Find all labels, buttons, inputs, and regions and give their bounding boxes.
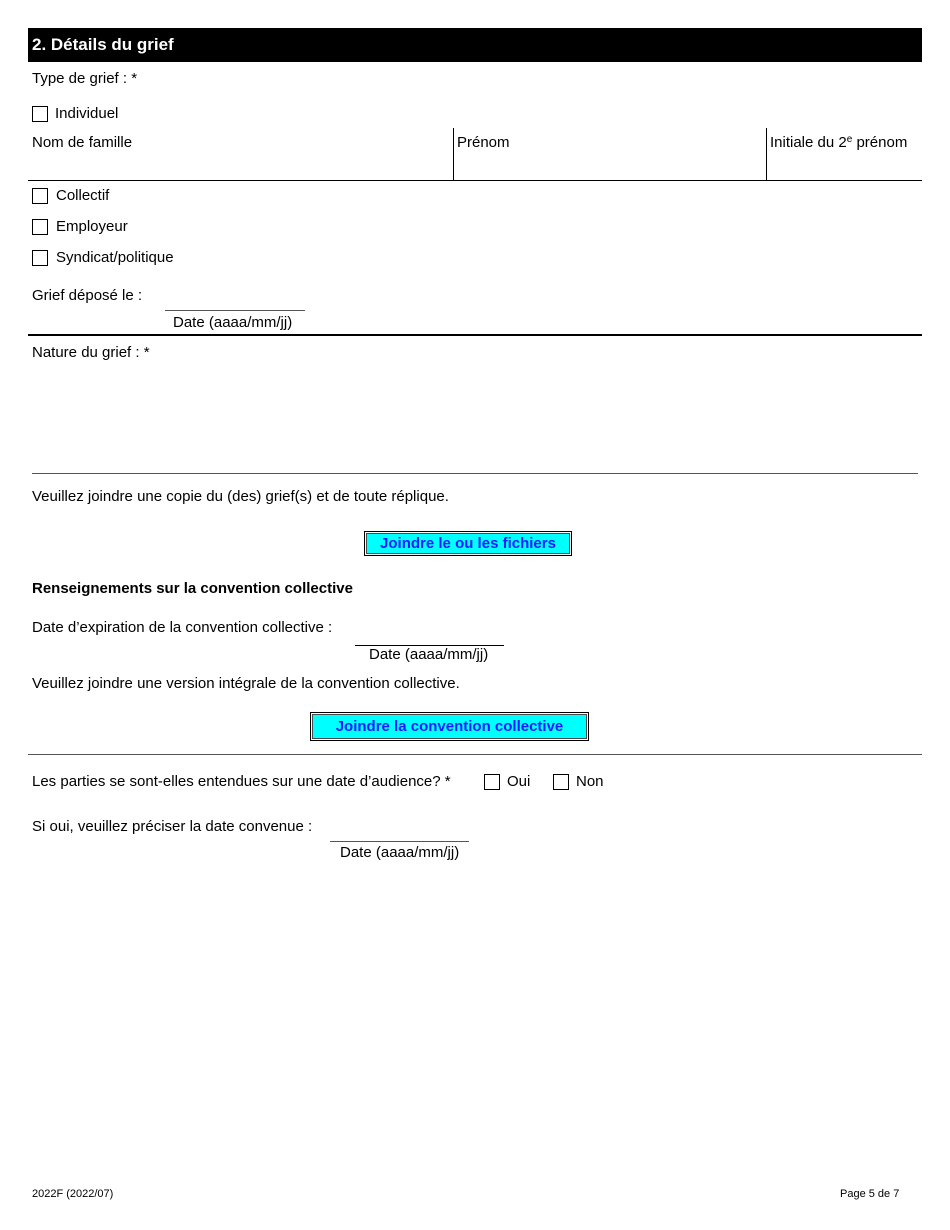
individual-label: Individuel [55, 105, 119, 122]
hearing-date-underline [330, 841, 469, 842]
name-divider-1 [453, 128, 454, 180]
filed-date-input[interactable] [165, 287, 305, 309]
hearing-yes-label: Oui [507, 773, 531, 790]
agreement-instruction: Veuillez joindre une version intégrale de la convention collective. [32, 675, 460, 692]
attach-files-button[interactable]: Joindre le ou les fichiers [364, 531, 572, 556]
last-name-label: Nom de famille [32, 134, 133, 151]
individual-checkbox[interactable] [32, 106, 48, 122]
nature-textarea[interactable] [32, 366, 918, 470]
hearing-no-label: Non [576, 773, 604, 790]
attach-agreement-button[interactable]: Joindre la convention collective [310, 712, 589, 741]
agreement-bottom-border [28, 754, 922, 755]
middle-initial-label: Initiale du 2e prénom [770, 134, 908, 151]
hearing-date-hint: Date (aaaa/mm/jj) [340, 844, 460, 861]
nature-underline [32, 473, 918, 474]
employer-checkbox[interactable] [32, 219, 48, 235]
hearing-yes-checkbox[interactable] [484, 774, 500, 790]
attachments-instruction: Veuillez joindre une copie du (des) grief(s) et de toute réplique. [32, 488, 449, 505]
agreement-expiry-input[interactable] [355, 621, 504, 643]
agreement-heading: Renseignements sur la convention collective [32, 580, 353, 597]
page-number: Page 5 de 7 [840, 1188, 900, 1200]
hearing-no-checkbox[interactable] [553, 774, 569, 790]
name-row-bottom-border [28, 180, 922, 181]
hearing-date-input[interactable] [330, 818, 469, 840]
last-name-input[interactable] [30, 155, 450, 177]
filed-date-hint: Date (aaaa/mm/jj) [173, 314, 293, 331]
form-code: 2022F (2022/07) [32, 1188, 114, 1200]
section-header [28, 28, 922, 62]
hearing-date-label: Si oui, veuillez préciser la date convenue : [32, 818, 313, 835]
first-name-input[interactable] [455, 155, 763, 177]
filed-date-underline [165, 310, 305, 311]
middle-initial-input[interactable] [768, 155, 920, 177]
nature-label: Nature du grief : * [32, 344, 150, 361]
filed-date-label: Grief déposé le : [32, 287, 143, 304]
filed-date-bottom-border [28, 334, 922, 336]
agreement-expiry-hint: Date (aaaa/mm/jj) [369, 646, 489, 663]
union-policy-label: Syndicat/politique [56, 249, 174, 266]
union-policy-checkbox[interactable] [32, 250, 48, 266]
collective-label: Collectif [56, 187, 110, 204]
first-name-label: Prénom [457, 134, 510, 151]
name-divider-2 [766, 128, 767, 180]
section-title: 2. Détails du grief [32, 35, 174, 54]
hearing-question: Les parties se sont-elles entendues sur une date d’audience? * [32, 773, 451, 790]
employer-label: Employeur [56, 218, 128, 235]
collective-checkbox[interactable] [32, 188, 48, 204]
agreement-expiry-label: Date d’expiration de la convention collective : [32, 619, 333, 636]
grievance-type-label: Type de grief : * [32, 70, 138, 87]
